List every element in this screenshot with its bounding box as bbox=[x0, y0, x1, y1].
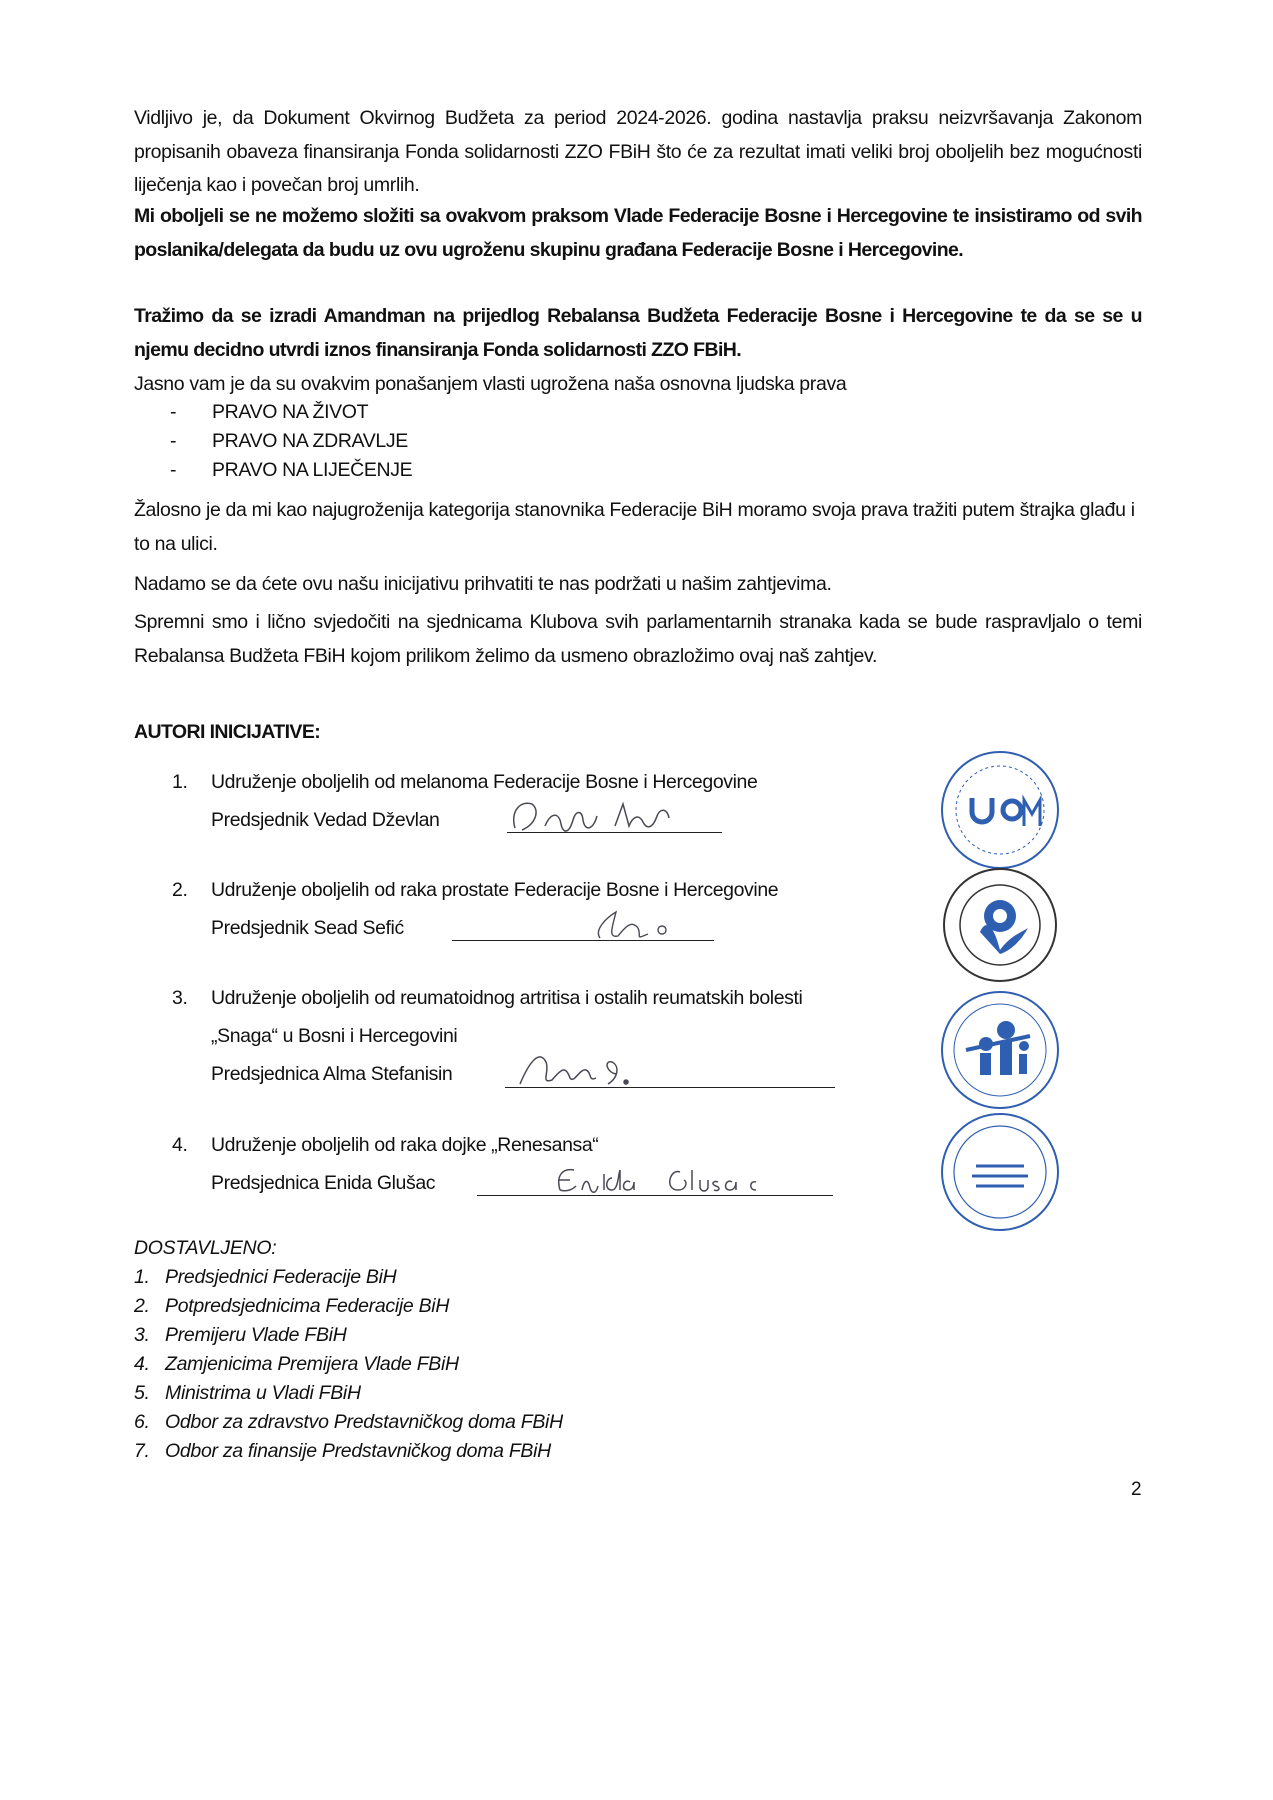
author-signer: Predsjednik Sead Sefić bbox=[211, 917, 404, 939]
author-organization: Udruženje oboljelih od melanoma Federacije Bosne i Hercegovine bbox=[211, 771, 758, 793]
delivered-text: Odbor za finansije Predstavničkog doma FBiH bbox=[165, 1440, 551, 1462]
rights-item-text: PRAVO NA ŽIVOT bbox=[212, 401, 369, 423]
author-number: 3. bbox=[172, 987, 188, 1009]
delivered-text: Potpredsjednicima Federacije BiH bbox=[165, 1295, 450, 1317]
author-number: 1. bbox=[172, 771, 188, 793]
author-organization: Udruženje oboljelih od reumatoidnog artritisa i ostalih reumatskih bolesti bbox=[211, 987, 803, 1009]
rights-item-text: PRAVO NA LIJEČENJE bbox=[212, 459, 413, 481]
delivered-number: 3. bbox=[134, 1324, 150, 1346]
delivered-number: 1. bbox=[134, 1266, 150, 1288]
author-organization-line2: „Snaga“ u Bosni i Hercegovini bbox=[211, 1025, 458, 1047]
stamp-prostate bbox=[944, 869, 1056, 981]
signature-line bbox=[505, 1087, 835, 1088]
rights-list-item bbox=[134, 456, 412, 485]
author-signer: Predsjednik Vedad Dževlan bbox=[211, 809, 440, 831]
paragraph-amendment-request: Tražimo da se izradi Amandman na prijedlog Rebalansa Budžeta Federacije Bosne i Hercegovine te da se se u njemu decidno utvrdi iznos finansiranja Fonda solidarnosti ZZO FBiH. bbox=[134, 305, 1142, 361]
signature-stefanisin bbox=[520, 1057, 628, 1084]
delivered-number: 6. bbox=[134, 1411, 150, 1433]
delivered-item bbox=[134, 1321, 346, 1349]
stamp-melanoma bbox=[942, 752, 1058, 868]
delivered-item bbox=[134, 1379, 361, 1407]
delivered-text: Zamjenicima Premijera Vlade FBiH bbox=[165, 1353, 459, 1375]
stamp-snaga bbox=[942, 992, 1058, 1108]
paragraph-hope: Nadamo se da ćete ovu našu inicijativu prihvatiti te nas podržati u našim zahtjevima. bbox=[134, 573, 832, 595]
paragraph-rights-intro: Jasno vam je da su ovakvim ponašanjem vlasti ugrožena naša osnovna ljudska prava bbox=[134, 373, 847, 395]
delivered-heading: DOSTAVLJENO: bbox=[134, 1237, 277, 1259]
delivered-item bbox=[134, 1408, 563, 1436]
author-signer: Predsjednica Alma Stefanisin bbox=[211, 1063, 453, 1085]
rights-list-item bbox=[134, 427, 408, 456]
delivered-item bbox=[134, 1292, 449, 1320]
list-bullet: - bbox=[170, 401, 177, 423]
author-number: 4. bbox=[172, 1134, 188, 1156]
delivered-item bbox=[134, 1350, 459, 1378]
paragraph-budget-framework: Vidljivo je, da Dokument Okvirnog Budžeta za period 2024-2026. godina nastavlja praksu neizvršavanja Zakonom propisanih obaveza finansiranja Fonda solidarnosti ZZO FBiH što će za rezultat imati veliki broj oboljelih bez mogućnosti liječenja kao i povečan broj umrlih. bbox=[134, 107, 1142, 196]
delivered-number: 4. bbox=[134, 1353, 150, 1375]
signature-line bbox=[507, 832, 722, 833]
author-organization: Udruženje oboljelih od raka dojke „Renesansa“ bbox=[211, 1134, 599, 1156]
author-signer: Predsjednica Enida Glušac bbox=[211, 1172, 436, 1194]
signature-glusac bbox=[558, 1170, 756, 1193]
list-bullet: - bbox=[170, 459, 177, 481]
delivered-text: Predsjednici Federacije BiH bbox=[165, 1266, 397, 1288]
delivered-number: 7. bbox=[134, 1440, 150, 1462]
signature-line bbox=[452, 940, 714, 941]
authors-heading: AUTORI INICIJATIVE: bbox=[134, 721, 321, 743]
delivered-text: Premijeru Vlade FBiH bbox=[165, 1324, 347, 1346]
delivered-number: 2. bbox=[134, 1295, 150, 1317]
page-number: 2 bbox=[1131, 1479, 1142, 1500]
rights-item-text: PRAVO NA ZDRAVLJE bbox=[212, 430, 408, 452]
delivered-text: Ministrima u Vladi FBiH bbox=[165, 1382, 361, 1404]
paragraph-testify: Spremni smo i lično svjedočiti na sjednicama Klubova svih parlamentarnih stranaka kada se bude raspravljalo o temi Rebalansa Budžeta FBiH kojom prilikom želimo da usmeno obrazložimo ovaj naš zahtjev. bbox=[134, 611, 1142, 667]
paragraph-disagreement: Mi oboljeli se ne možemo složiti sa ovakvom praksom Vlade Federacije Bosne i Hercegovine te insistiramo od svih poslanika/delegata da budu uz ovu ugroženu skupinu građana Federacije Bosne i Hercegovine. bbox=[134, 205, 1142, 261]
signature-dzevlan bbox=[514, 803, 669, 831]
signature-line bbox=[477, 1195, 833, 1196]
list-bullet: - bbox=[170, 430, 177, 452]
stamp-renesansa bbox=[942, 1114, 1058, 1230]
delivered-item bbox=[134, 1263, 396, 1291]
delivered-text: Odbor za zdravstvo Predstavničkog doma FBiH bbox=[165, 1411, 563, 1433]
rights-list-item bbox=[134, 398, 368, 427]
paragraph-hunger-strike: Žalosno je da mi kao najugroženija kategorija stanovnika Federacije BiH moramo svoja prava tražiti putem štrajka glađu i to na ulici. bbox=[134, 499, 1135, 555]
delivered-number: 5. bbox=[134, 1382, 150, 1404]
delivered-item bbox=[134, 1437, 551, 1465]
signature-sefic bbox=[598, 912, 666, 938]
author-organization: Udruženje oboljelih od raka prostate Federacije Bosne i Hercegovine bbox=[211, 879, 779, 901]
author-number: 2. bbox=[172, 879, 188, 901]
